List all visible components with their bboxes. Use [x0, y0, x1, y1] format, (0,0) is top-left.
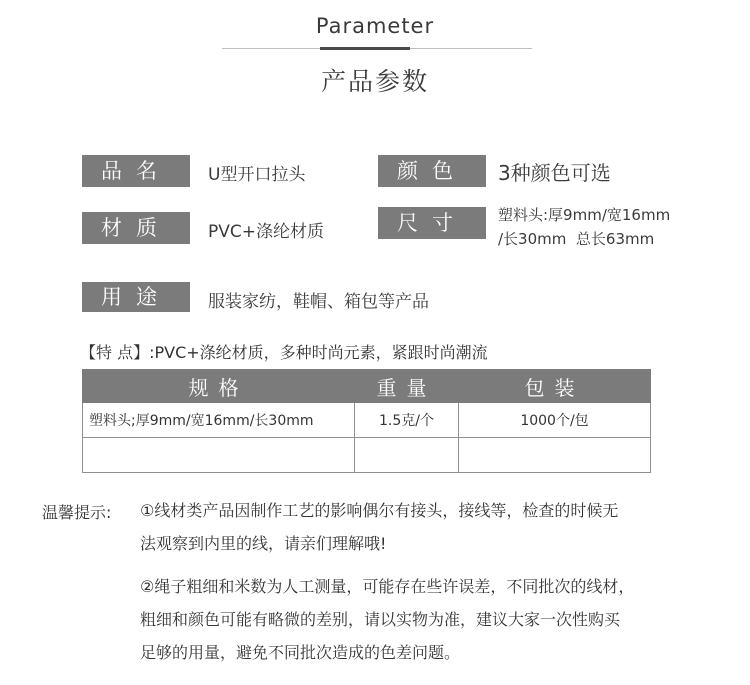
table-row — [83, 438, 651, 473]
spec-header-size: 规格 — [83, 370, 355, 403]
color-label: 颜色 — [378, 155, 486, 187]
english-title: Parameter — [315, 14, 435, 38]
tip2-line2: 粗细和颜色可能有略微的差别，请以实物为准，建议大家一次性购买 — [140, 610, 621, 629]
usage-value: 服装家纺，鞋帽、箱包等产品 — [208, 292, 429, 312]
usage-label: 用途 — [82, 282, 190, 312]
name-value: U型开口拉头 — [208, 165, 306, 185]
spec-cell-weight: 1.5克/个 — [355, 403, 459, 438]
color-value: 3种颜色可选 — [498, 161, 611, 185]
spec-header-weight: 重量 — [355, 370, 459, 403]
tip1-line2: 法观察到内里的线，请亲们理解哦! — [140, 534, 387, 553]
features-line — [80, 340, 488, 363]
spec-cell-packing — [459, 438, 651, 473]
name-label: 品名 — [82, 155, 190, 187]
tip2-line3: 足够的用量，避免不同批次造成的色差问题。 — [140, 643, 461, 662]
tips-label: 温馨提示: — [42, 503, 112, 522]
size-value-line1: 塑料头:厚9mm/宽16mm — [498, 206, 671, 224]
spec-cell-size: 塑料头;厚9mm/宽16mm/长30mm — [83, 403, 355, 438]
features-label: 【特 点】 — [80, 343, 150, 362]
spec-cell-weight — [355, 438, 459, 473]
spec-header-packing: 包装 — [459, 370, 651, 403]
title-divider-accent — [320, 47, 410, 50]
spec-table — [82, 369, 651, 473]
material-value: PVC+涤纶材质 — [208, 222, 324, 242]
tip2-line1: ②绳子粗细和米数为人工测量，可能存在些许误差，不同批次的线材， — [140, 577, 635, 596]
spec-table-header-row — [83, 370, 651, 403]
chinese-title: 产品参数 — [320, 67, 429, 96]
spec-cell-size — [83, 438, 355, 473]
size-value-line2: /长30mm 总长63mm — [498, 230, 655, 248]
size-label: 尺寸 — [378, 207, 486, 239]
spec-cell-packing: 1000个/包 — [459, 403, 651, 438]
table-row — [83, 403, 651, 438]
tip1-line1: ①线材类产品因制作工艺的影响偶尔有接头，接线等，检查的时候无 — [140, 501, 619, 520]
features-text: :PVC+涤纶材质，多种时尚元素，紧跟时尚潮流 — [149, 343, 488, 362]
material-label: 材质 — [82, 212, 190, 244]
